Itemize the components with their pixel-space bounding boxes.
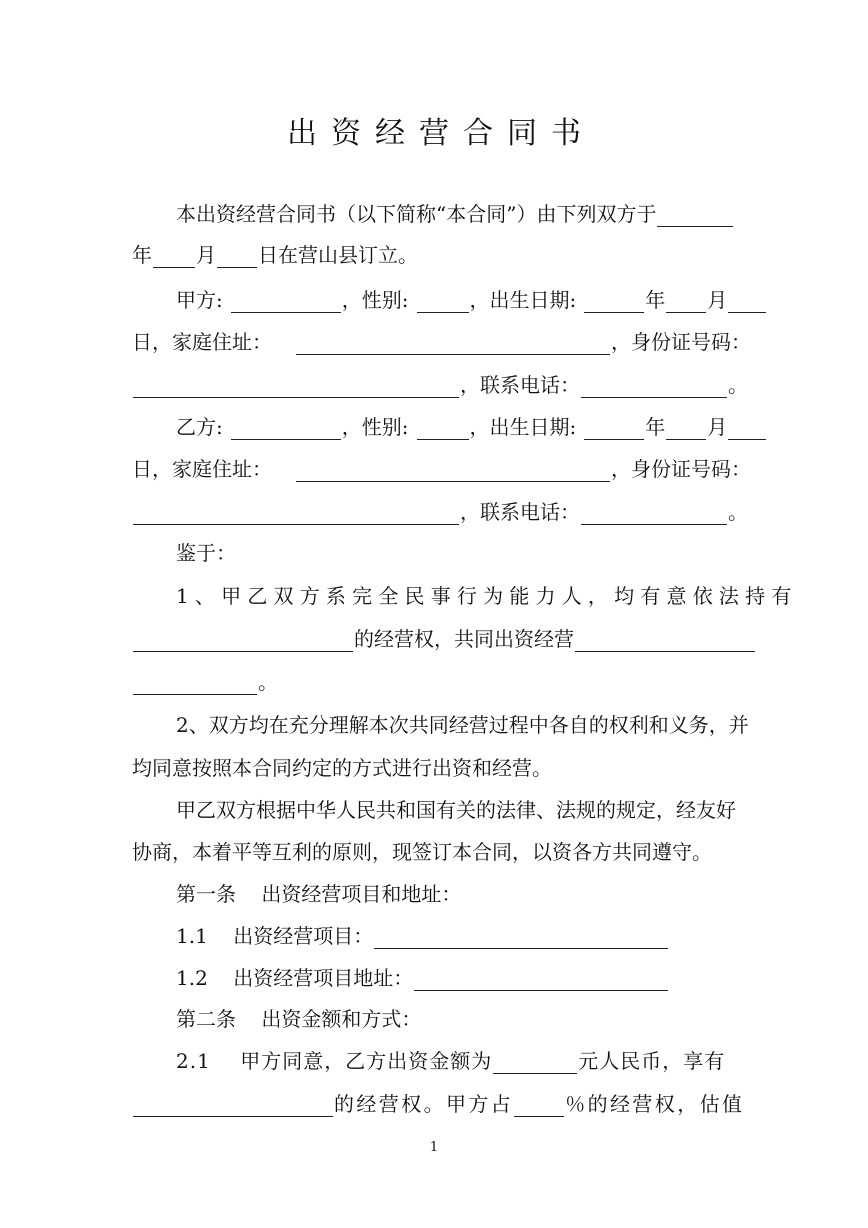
party-b-end: 。 <box>728 500 748 524</box>
document-title: 出资经营合同书 <box>287 116 595 151</box>
operating-right-text: 的经营权。甲方占 <box>334 1092 514 1116</box>
article-2-heading: 第二条 出资金额和方式： <box>176 1007 422 1031</box>
party-b-year-label: 年 <box>645 415 666 439</box>
clause-1-holding-blank <box>133 629 353 652</box>
amount-unit-text: 元人民币，享有 <box>578 1049 726 1073</box>
party-a-gender-label: ，性别: <box>341 288 409 312</box>
party-a-label: 甲方: <box>176 288 223 312</box>
year-label: 年 <box>132 243 152 267</box>
party-b-gender-blank <box>417 417 469 440</box>
party-b-line-1 <box>176 407 767 447</box>
party-a-id-label: ，身份证号码： <box>611 330 751 354</box>
project-address-blank <box>414 968 668 991</box>
party-a-phone-label: ，联系电话： <box>460 373 580 397</box>
project-label: 1.1 出资经营项目： <box>176 924 374 948</box>
article-1-heading: 第一条 出资经营项目和地址： <box>176 882 462 906</box>
party-a-id-blank <box>133 375 459 398</box>
amount-label: 2.1 甲方同意，乙方出资金额为 <box>176 1049 493 1073</box>
party-a-gender-blank <box>417 290 469 313</box>
party-b-label: 乙方: <box>176 415 223 439</box>
date-blank-year-prefix <box>657 204 733 227</box>
party-b-id-label: ，身份证号码： <box>611 457 751 481</box>
party-b-phone-label: ，联系电话： <box>460 500 580 524</box>
basis-line-1: 甲乙双方根据中华人民共和国有关的法律、法规的规定，经友好 <box>176 798 736 822</box>
party-b-month-label: 月 <box>707 415 728 439</box>
clause-1-line-1: 1、甲乙双方系完全民事行为能力人，均有意依法持有 <box>176 584 798 608</box>
clause-2-line-2: 均同意按照本合同约定的方式进行出资和经营。 <box>132 756 552 780</box>
operating-right-blank <box>133 1094 333 1117</box>
intro-text: 本出资经营合同书（以下简称“本合同”）由下列双方于 <box>176 202 657 226</box>
month-label: 月 <box>196 243 216 267</box>
party-a-address-blank <box>296 332 610 355</box>
party-a-end: 。 <box>728 373 748 397</box>
day-blank <box>217 245 257 268</box>
article-2-item-1-line-1 <box>176 1041 725 1081</box>
article-1-item-1 <box>176 916 669 956</box>
clause-1-business-blank-cont <box>133 672 257 695</box>
party-b-phone-blank <box>581 502 727 525</box>
party-b-address-label: 日，家庭住址： <box>132 457 272 481</box>
project-address-label: 1.2 出资经营项目地址： <box>176 966 414 990</box>
article-2-item-1-line-2 <box>132 1084 744 1124</box>
party-a-phone-blank <box>581 375 727 398</box>
clause-1-line-2 <box>132 619 756 659</box>
month-blank <box>153 245 195 268</box>
party-a-birth-label: ，出生日期: <box>469 288 577 312</box>
party-b-gender-label: ，性别: <box>341 415 409 439</box>
clause-1-end: 。 <box>258 670 278 694</box>
party-a-birth-year-blank <box>584 290 644 313</box>
intro-line-1 <box>176 194 734 234</box>
party-a-line-3 <box>132 365 748 405</box>
day-place-text: 日在营山县订立。 <box>258 243 418 267</box>
party-b-line-2 <box>132 449 751 489</box>
party-b-day-blank <box>728 417 766 440</box>
page-number: 1 <box>429 1140 439 1155</box>
clause-1-line-3 <box>132 662 278 702</box>
party-a-name-blank <box>231 290 341 313</box>
party-b-id-blank <box>133 502 459 525</box>
party-b-birth-label: ，出生日期: <box>469 415 577 439</box>
clause-1-business-blank <box>575 629 755 652</box>
party-b-name-blank <box>231 417 341 440</box>
basis-line-2: 协商，本着平等互利的原则，现签订本合同，以资各方共同遵守。 <box>132 840 712 864</box>
project-blank <box>374 926 668 949</box>
party-a-day-blank <box>728 290 766 313</box>
intro-line-2 <box>132 235 418 275</box>
party-b-address-blank <box>296 459 610 482</box>
party-a-year-label: 年 <box>645 288 666 312</box>
party-a-address-label: 日，家庭住址： <box>132 330 272 354</box>
whereas-heading: 鉴于： <box>176 541 236 565</box>
clause-2-line-1: 2、双方均在充分理解本次共同经营过程中各自的权利和义务，并 <box>176 713 749 737</box>
party-a-month-label: 月 <box>707 288 728 312</box>
percent-valuation-text: ％的经营权，估值 <box>565 1092 745 1116</box>
party-b-line-3 <box>132 492 748 532</box>
party-a-line-1 <box>176 280 767 320</box>
amount-blank <box>493 1051 577 1074</box>
party-b-birth-year-blank <box>584 417 644 440</box>
percent-blank <box>514 1094 564 1117</box>
party-a-line-2 <box>132 322 751 362</box>
party-b-month-blank <box>666 417 706 440</box>
article-1-item-2 <box>176 958 669 998</box>
clause-1-text: 的经营权，共同出资经营 <box>354 627 574 651</box>
party-a-month-blank <box>666 290 706 313</box>
